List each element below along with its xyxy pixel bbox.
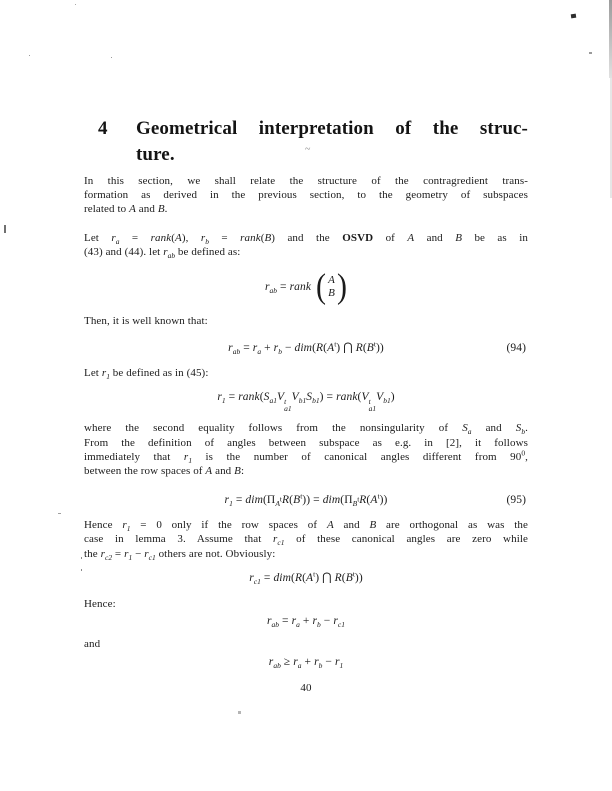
section-number: 4 bbox=[98, 118, 108, 139]
text-line: Let $r_a$ = rank(A), $r_b$ = rank(B) and the OSVD of A and B be as in bbox=[84, 231, 528, 246]
scan-speck bbox=[81, 557, 82, 559]
scan-speck bbox=[238, 711, 241, 714]
equation-body: $r_{ab} = r_a + r_b - r_{c1}$ bbox=[266, 615, 346, 630]
matrix-stack bbox=[328, 274, 335, 300]
scan-speck bbox=[111, 57, 112, 58]
text-line: the $r_{c2} = r_1 - r_{c1}$ others are not. Obviously: bbox=[84, 547, 276, 562]
equation-rab-equality bbox=[84, 613, 528, 629]
equation-lhs: $r_{ab}$ = rank bbox=[264, 281, 312, 296]
text-line: case in lemma 3. Assume that $r_{c1}$ of these canonical angles are zero while bbox=[84, 533, 528, 548]
matrix-bottom: B bbox=[328, 287, 335, 300]
section-title-continued: ture. bbox=[136, 144, 175, 165]
text-line: Let $r_1$ be defined as in (45): bbox=[84, 367, 209, 382]
section-heading bbox=[84, 116, 528, 168]
page-number: 40 bbox=[300, 682, 312, 695]
text-line: Hence: bbox=[84, 597, 116, 610]
paragraph-let-r1 bbox=[84, 366, 528, 380]
scan-speck bbox=[589, 52, 592, 54]
paragraph-intro bbox=[84, 174, 528, 217]
equation-r1-rank bbox=[84, 389, 528, 412]
scan-tilde-artifact: ~ bbox=[305, 144, 311, 155]
paragraph-ranks bbox=[84, 231, 528, 259]
text-line: related to A and B. bbox=[84, 203, 168, 216]
text-line: and bbox=[84, 638, 101, 651]
scan-speck bbox=[58, 513, 61, 514]
text-line: where the second equality follows from the nonsingularity of $S_a$ and $S_b$. bbox=[84, 422, 528, 437]
scan-speck bbox=[81, 569, 82, 571]
paragraph-and bbox=[84, 637, 528, 651]
text-line: Then, it is well known that: bbox=[84, 315, 208, 328]
text-line: (43) and (44). let $r_{ab}$ be defined as: bbox=[84, 245, 241, 260]
paragraph-orthogonal bbox=[84, 518, 528, 561]
equation-body: $r_{ab} \ge r_a + r_b - r_1$ bbox=[268, 656, 344, 671]
equation-rab-rank-matrix bbox=[84, 267, 528, 307]
text-line: immediately that $r_1$ is the number of canonical angles different from $90^0$, bbox=[84, 448, 528, 465]
text-line: From the definition of angles between subspace as e.g. in [2], it follows bbox=[84, 436, 528, 449]
scan-speck bbox=[75, 4, 76, 5]
right-paren: ) bbox=[336, 267, 348, 306]
paragraph-angles bbox=[84, 421, 528, 478]
paragraph-wellknown bbox=[84, 314, 528, 328]
equation-rab-inequality bbox=[84, 654, 528, 670]
equation-number: (94) bbox=[506, 342, 526, 355]
section-heading-line1 bbox=[98, 116, 528, 142]
matrix-top: A bbox=[328, 274, 335, 287]
equation-body: $r_{ab} = r_a + r_b - dim(R(A^t)$ ⋂ $R(B^t)$) bbox=[228, 339, 384, 357]
left-paren: ( bbox=[316, 267, 327, 306]
equation-number: (95) bbox=[506, 494, 526, 507]
scan-speck bbox=[4, 225, 6, 233]
text-line: Hence $r_1 = 0$ only if the row spaces of A and B are orthogonal as was the bbox=[84, 519, 528, 534]
equation-95 bbox=[84, 492, 528, 508]
text-column bbox=[84, 116, 528, 695]
text-line: between the row spaces of A and B: bbox=[84, 465, 245, 478]
equation-body: $r_{c1} = dim(R(A^t)$ ⋂ $R(B^t)$) bbox=[249, 569, 363, 586]
paragraph-hence bbox=[84, 597, 528, 611]
text-line: In this section, we shall relate the structure of the contragredient trans- bbox=[84, 175, 528, 187]
scan-speck bbox=[29, 55, 30, 56]
equation-body: $r_1$ = $rank(S_{a1}V$ t a1 $V_{b1}S_{b1}$) = rank(V t a1 $V_{b1}$) bbox=[217, 391, 395, 414]
section-title: Geometrical interpretation of the struc- bbox=[136, 118, 528, 139]
scan-speck bbox=[571, 14, 577, 19]
equation-body: $r_1 = dim(\Pi_{A^t}R(B^t)) = dim(\Pi_{B^t}R(A^t))$ bbox=[224, 491, 388, 509]
equation-94 bbox=[84, 340, 528, 356]
equation-rc1 bbox=[84, 570, 528, 586]
text-line: formation as derived in the previous section, to the geometry of subspaces bbox=[84, 189, 528, 202]
